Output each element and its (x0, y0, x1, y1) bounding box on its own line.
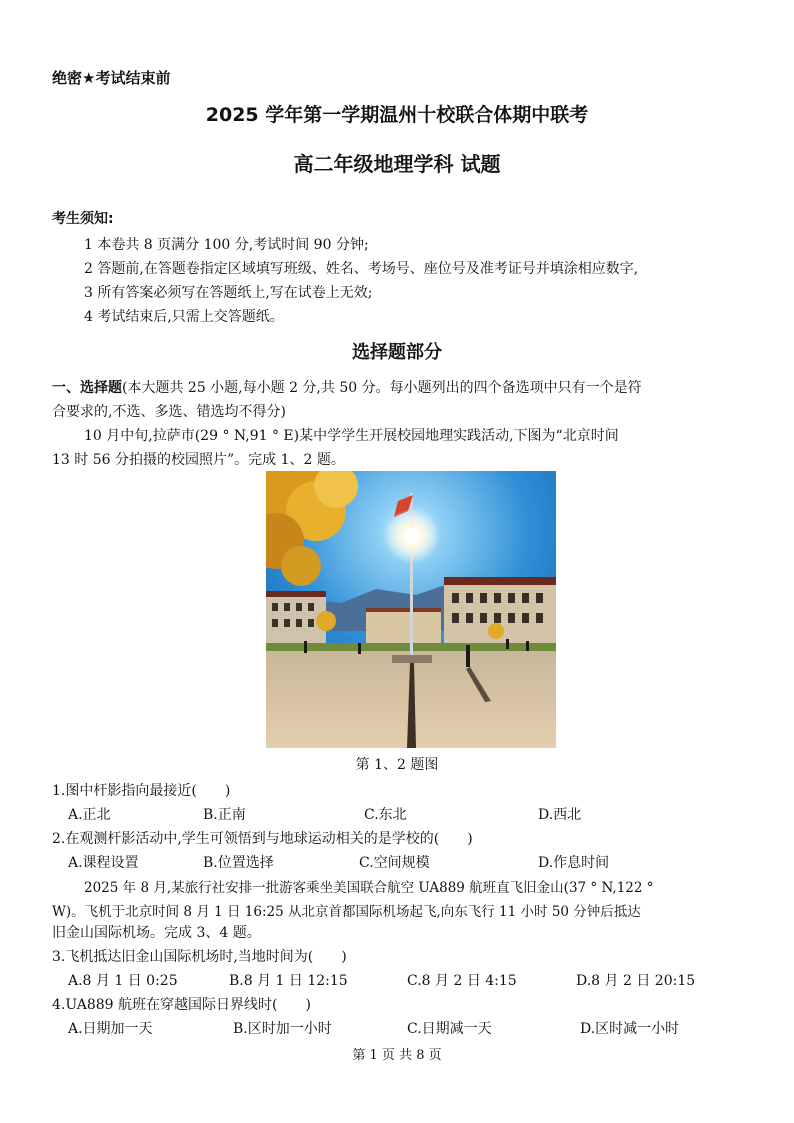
q4-option-a: A.日期加一天 (68, 1021, 153, 1037)
q3-option-b: B.8 月 1 日 12:15 (229, 973, 348, 989)
notice-heading: 考生须知: (52, 211, 114, 227)
q3-option-a: A.8 月 1 日 0:25 (68, 973, 178, 989)
question-3: 3.飞机抵达旧金山国际机场时,当地时间为( ) (52, 949, 347, 965)
exam-subtitle: 高二年级地理学科 试题 (293, 152, 501, 176)
q2-option-c: C.空间规模 (359, 855, 430, 871)
q2-option-b: B.位置选择 (203, 855, 274, 871)
q1-option-c: C.东北 (364, 807, 407, 823)
question-1: 1.图中杆影指向最接近( ) (52, 783, 231, 799)
stem1-line2: 13 时 56 分拍摄的校园照片”。完成 1、2 题。 (52, 452, 345, 468)
stem2-line3: 旧金山国际机场。完成 3、4 题。 (52, 925, 261, 941)
q4-option-c: C.日期减一天 (407, 1021, 492, 1037)
q1-option-b: B.正南 (203, 807, 246, 823)
q2-option-d: D.作息时间 (538, 855, 610, 871)
page-number: 第 1 页 共 8 页 (352, 1048, 442, 1063)
q1-option-a: A.正北 (68, 807, 111, 823)
campus-photo (266, 471, 556, 748)
part-label: 一、选择题 (52, 380, 122, 396)
part-desc: (本大题共 25 小题,每小题 2 分,共 50 分。每小题列出的四个备选项中只有一个是符 (122, 380, 642, 396)
q2-option-a: A.课程设置 (68, 855, 139, 871)
q4-option-b: B.区时加一小时 (233, 1021, 332, 1037)
part-intro-line1 (52, 377, 642, 397)
confidential-mark: 绝密★考试结束前 (52, 69, 171, 87)
notice-item: 1 本卷共 8 页满分 100 分,考试时间 90 分钟; (84, 237, 369, 253)
q3-option-c: C.8 月 2 日 4:15 (407, 973, 517, 989)
stem2-line1: 2025 年 8 月,某旅行社安排一批游客乘坐美国联合航空 UA889 航班直飞旧金山(37 ° N,122 ° (84, 880, 654, 896)
question-2: 2.在观测杆影活动中,学生可领悟到与地球运动相关的是学校的( ) (52, 831, 473, 847)
notice-item: 4 考试结束后,只需上交答题纸。 (84, 309, 284, 325)
notice-item: 2 答题前,在答题卷指定区域填写班级、姓名、考场号、座位号及准考证号并填涂相应数字, (84, 261, 639, 277)
stem1-line1: 10 月中旬,拉萨市(29 ° N,91 ° E)某中学学生开展校园地理实践活动,下图为“北京时间 (84, 428, 619, 444)
section-title: 选择题部分 (352, 342, 442, 363)
exam-title: 2025 学年第一学期温州十校联合体期中联考 (205, 104, 589, 126)
part-desc-line2: 合要求的,不选、多选、错选均不得分) (52, 404, 286, 420)
question-4: 4.UA889 航班在穿越国际日界线时( ) (52, 997, 311, 1013)
q4-option-d: D.区时减一小时 (580, 1021, 680, 1037)
notice-item: 3 所有答案必须写在答题纸上,写在试卷上无效; (84, 285, 373, 301)
q3-option-d: D.8 月 2 日 20:15 (576, 973, 696, 989)
stem2-line2: W)。飞机于北京时间 8 月 1 日 16:25 从北京首都国际机场起飞,向东飞行 11 小时 50 分钟后抵达 (52, 904, 641, 920)
q1-option-d: D.西北 (538, 807, 582, 823)
figure-caption: 第 1、2 题图 (355, 757, 439, 773)
